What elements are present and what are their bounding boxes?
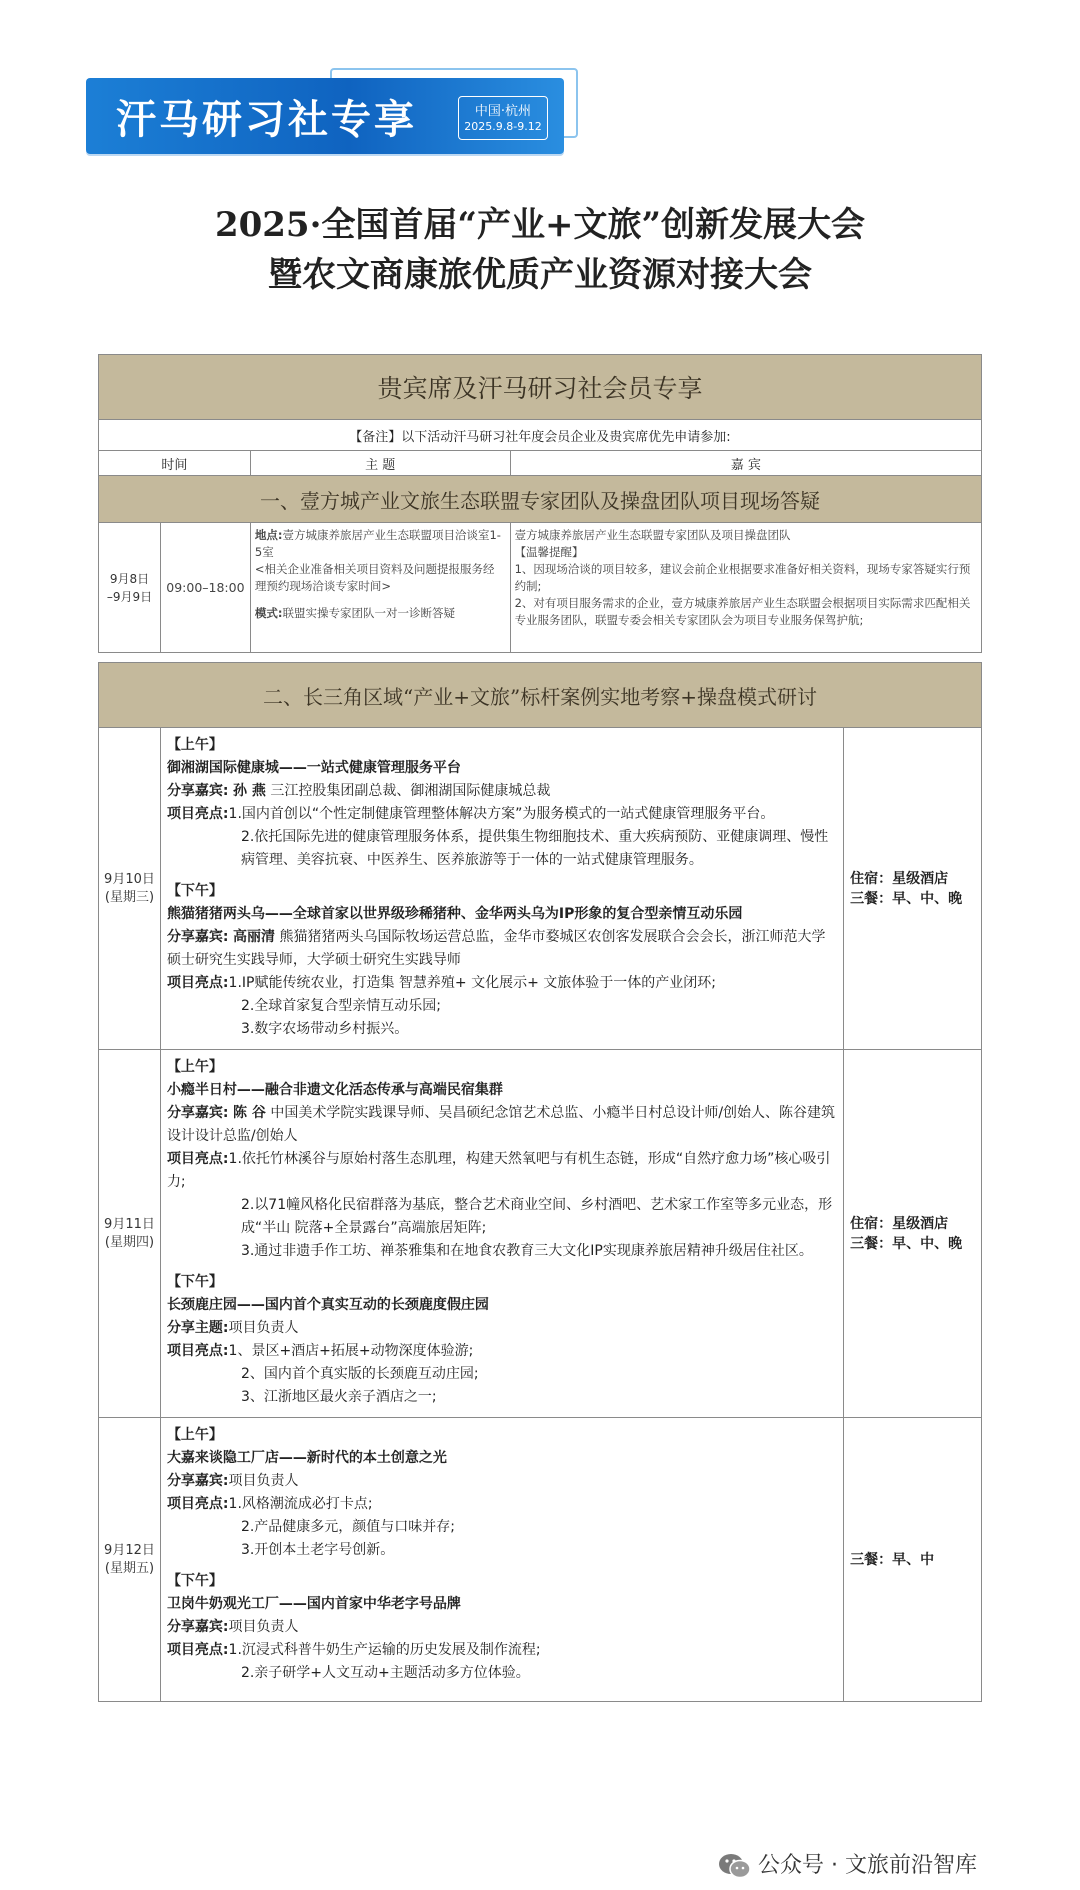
pm-guest-desc: 熊猫猪猪两头乌国际牧场运营总监，金华市婺城区农创客发展联合会会长，浙江师范大学硕士研究生实践导师，大学硕士研究生实践导师 [166, 929, 826, 968]
section-1-time: 09:00–18:00 [160, 523, 250, 653]
am-tag: 【上午】 [166, 737, 223, 753]
day-2-logistics [844, 1050, 982, 1418]
pm-point-1: 1.IP赋能传统农业，打造集 智慧养殖+ 文化展示+ 文旅体验于一体的产业闭环; [228, 975, 717, 991]
am-point-1: 1.风格潮流成必打卡点; [228, 1496, 373, 1512]
section-1-date: 9月8日 –9月9日 [99, 523, 161, 653]
tour-table [98, 662, 982, 1702]
pm-point-1: 1.沉浸式科普牛奶生产运输的历史发展及制作流程; [228, 1642, 541, 1658]
guest-line-4: 2、对有项目服务需求的企业，壹方城康养旅居产业生态联盟会根据项目实际需求匹配相关专业服务团队，联盟专委会相关专家团队会为项目专业服务保驾护航; [514, 596, 971, 627]
pm-theme: 项目负责人 [228, 1320, 299, 1336]
column-header-guest: 嘉 宾 [510, 451, 981, 476]
pm-guest-label: 分享嘉宾: [166, 1619, 229, 1635]
am-title: 小瘾半日村——融合非遗文化活态传承与高端民宿集群 [166, 1082, 503, 1098]
am-title: 御湘湖国际健康城——一站式健康管理服务平台 [166, 760, 461, 776]
pm-theme-label: 分享主题: [166, 1320, 229, 1336]
meal-info: 三餐：早、中、晚 [850, 890, 963, 907]
location-note: <相关企业准备相关项目资料及问题提报服务经理预约现场洽谈专家时间> [254, 562, 495, 593]
pm-point-1: 1、景区+酒店+拓展+动物深度体验游; [228, 1343, 474, 1359]
am-tag: 【上午】 [166, 1427, 223, 1443]
vip-table-heading: 贵宾席及汗马研习社会员专享 [99, 355, 982, 420]
day-row [99, 728, 982, 1050]
vip-table [98, 354, 982, 653]
pm-point-3: 3.数字农场带动乡村振兴。 [240, 1021, 409, 1037]
day-weekday: (星期四) [104, 1234, 155, 1250]
guest-line-1: 壹方城康养旅居产业生态联盟专家团队及项目操盘团队 [514, 528, 791, 542]
section-1-guest [510, 523, 981, 653]
footer-text: 公众号 · 文旅前沿智库 [758, 1853, 977, 1878]
am-point-2: 2.以71幢风格化民宿群落为基底，整合艺术商业空间、乡村酒吧、艺术家工作室等多元业态，形成“半山 院落+全景露台”高端旅居矩阵; [240, 1197, 833, 1236]
am-guest-name: 陈 谷 [233, 1105, 266, 1121]
day-1-logistics [844, 728, 982, 1050]
am-guest-desc: 中国美术学院实践课导师、吴昌硕纪念馆艺术总监、小瘾半日村总设计师/创始人、陈谷建筑设计设计总监/创始人 [166, 1105, 836, 1144]
am-point-2: 2.依托国际先进的健康管理服务体系，提供集生物细胞技术、重大疾病预防、亚健康调理、慢性病管理、美容抗衰、中医养生、医养旅游等于一体的一站式健康管理服务。 [240, 829, 829, 868]
meal-info: 三餐：早、中、晚 [850, 1235, 963, 1252]
location-text: 壹方城康养旅居产业生态联盟项目洽谈室1-5室 [254, 528, 501, 559]
page-title [0, 200, 1080, 300]
am-guest-desc: 三江控股集团副总裁、御湘湖国际健康城总裁 [270, 783, 551, 799]
am-points-label: 项目亮点: [166, 1151, 229, 1167]
section-1-heading: 一、壹方城产业文旅生态联盟专家团队及操盘团队项目现场答疑 [99, 476, 982, 523]
am-point-3: 3.通过非遗手作工坊、禅茶雅集和在地食农教育三大文化IP实现康养旅居精神升级居住社区。 [240, 1243, 813, 1259]
stay-info: 住宿：星级酒店 [850, 870, 949, 887]
day-1-date [99, 728, 161, 1050]
am-point-1: 1.国内首创以“个性定制健康管理整体解决方案”为服务模式的一站式健康管理服务平台。 [228, 806, 775, 822]
section-2-heading: 二、长三角区域“产业+文旅”标杆案例实地考察+操盘模式研讨 [99, 663, 982, 728]
pm-guest: 项目负责人 [228, 1619, 299, 1635]
day-2-date [99, 1050, 161, 1418]
day-row [99, 1418, 982, 1702]
guest-reminder: 【温馨提醒】 [514, 545, 584, 559]
am-point-1: 1.依托竹林溪谷与原始村落生态肌理，构建天然氧吧与有机生态链，形成“自然疗愈力场”核心吸引力; [166, 1151, 831, 1190]
pm-title: 熊猫猪猪两头乌——全球首家以世界级珍稀猪种、金华两头乌为IP形象的复合型亲情互动乐园 [166, 906, 743, 922]
pm-point-3: 3、江浙地区最火亲子酒店之一; [240, 1389, 437, 1405]
pm-points-label: 项目亮点: [166, 1642, 229, 1658]
am-guest-label: 分享嘉宾: [166, 1473, 229, 1489]
location-label: 地点: [254, 528, 283, 542]
day-date: 9月11日 [104, 1216, 155, 1232]
title-line-1: 2025·全国首届“产业+文旅”创新发展大会 [214, 205, 866, 245]
banner-info [458, 96, 548, 140]
guest-line-3: 1、因现场洽谈的项目较多，建议会前企业根据要求准备好相关资料，现场专家答疑实行预约制; [514, 562, 971, 593]
pm-point-2: 2、国内首个真实版的长颈鹿互动庄园; [240, 1366, 479, 1382]
day-weekday: (星期五) [104, 1560, 155, 1576]
pm-tag: 【下午】 [166, 1274, 223, 1290]
banner-location: 中国·杭州 [474, 104, 532, 119]
pm-point-2: 2.亲子研学+人文互动+主题活动多方位体验。 [240, 1665, 530, 1681]
mode-label: 模式: [254, 606, 283, 620]
am-tag: 【上午】 [166, 1059, 223, 1075]
am-guest-label: 分享嘉宾: [166, 783, 229, 799]
day-3-content [160, 1418, 843, 1702]
am-title: 大嘉来谈隐工厂店——新时代的本土创意之光 [166, 1450, 447, 1466]
day-1-content [160, 728, 843, 1050]
day-date: 9月12日 [104, 1542, 155, 1558]
am-points-label: 项目亮点: [166, 806, 229, 822]
banner-title: 汗马研习社专享 [116, 97, 417, 143]
section-1-topic [250, 523, 510, 653]
pm-tag: 【下午】 [166, 1573, 223, 1589]
stay-info: 住宿：星级酒店 [850, 1215, 949, 1232]
footer [718, 1848, 977, 1878]
mode-text: 联盟实操专家团队一对一诊断答疑 [282, 606, 455, 620]
am-point-2: 2.产品健康多元，颜值与口味并存; [240, 1519, 456, 1535]
pm-guest-label: 分享嘉宾: [166, 929, 229, 945]
pm-point-2: 2.全球首家复合型亲情互动乐园; [240, 998, 442, 1014]
am-points-label: 项目亮点: [166, 1496, 229, 1512]
am-guest-label: 分享嘉宾: [166, 1105, 229, 1121]
am-guest-name: 孙 燕 [233, 783, 266, 799]
pm-title: 长颈鹿庄园——国内首个真实互动的长颈鹿度假庄园 [166, 1297, 489, 1313]
pm-tag: 【下午】 [166, 883, 223, 899]
banner-date: 2025.9.8-9.12 [464, 120, 542, 133]
column-header-topic: 主 题 [250, 451, 510, 476]
title-line-2: 暨农文商康旅优质产业资源对接大会 [268, 255, 812, 295]
day-weekday: (星期三) [104, 889, 155, 905]
day-row [99, 1050, 982, 1418]
am-point-3: 3.开创本土老字号创新。 [240, 1542, 395, 1558]
am-guest: 项目负责人 [228, 1473, 299, 1489]
wechat-icon [718, 1853, 752, 1879]
meal-info: 三餐：早、中 [850, 1551, 935, 1568]
column-header-time: 时间 [99, 451, 251, 476]
day-date: 9月10日 [104, 871, 155, 887]
day-3-date [99, 1418, 161, 1702]
pm-title: 卫岗牛奶观光工厂——国内首家中华老字号品牌 [166, 1596, 461, 1612]
pm-guest-name: 高丽清 [233, 929, 275, 945]
banner [86, 78, 564, 154]
pm-points-label: 项目亮点: [166, 975, 229, 991]
pm-points-label: 项目亮点: [166, 1343, 229, 1359]
day-3-logistics [844, 1418, 982, 1702]
day-2-content [160, 1050, 843, 1418]
vip-table-note: 【备注】以下活动汗马研习社年度会员企业及贵宾席优先申请参加: [99, 420, 982, 451]
